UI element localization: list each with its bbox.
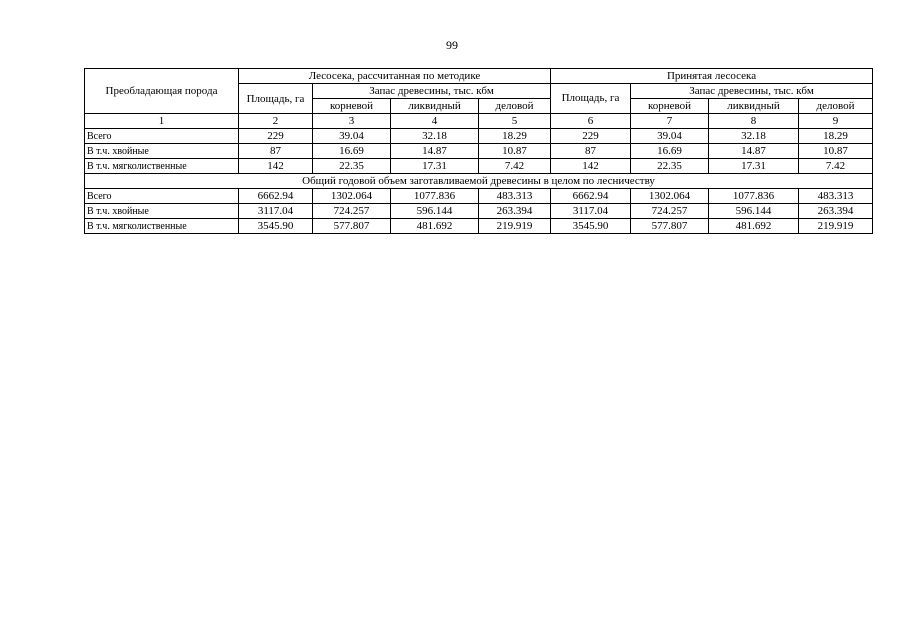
table-cell: 39.04 xyxy=(631,129,709,144)
header-liquid-accepted: ликвидный xyxy=(709,99,799,114)
table-cell: 1077.836 xyxy=(709,189,799,204)
header-area-method: Площадь, га xyxy=(239,84,313,114)
header-business-method: деловой xyxy=(479,99,551,114)
table-row xyxy=(85,129,873,144)
header-row-1 xyxy=(85,69,873,84)
table-row xyxy=(85,204,873,219)
table-cell: 7.42 xyxy=(799,159,873,174)
page-number: 99 xyxy=(446,38,458,52)
column-number: 8 xyxy=(709,114,799,129)
table-cell: 32.18 xyxy=(391,129,479,144)
column-number: 7 xyxy=(631,114,709,129)
table-cell: 6662.94 xyxy=(239,189,313,204)
header-group-method: Лесосека, рассчитанная по методике xyxy=(239,69,551,84)
table-cell: 219.919 xyxy=(479,219,551,234)
header-root-method: корневой xyxy=(313,99,391,114)
table-row xyxy=(85,189,873,204)
table-cell: 596.144 xyxy=(709,204,799,219)
column-number: 2 xyxy=(239,114,313,129)
column-number-row xyxy=(85,114,873,129)
header-breed: Преобладающая порода xyxy=(85,69,239,114)
column-number: 6 xyxy=(551,114,631,129)
table-row xyxy=(85,159,873,174)
row-label: Всего xyxy=(85,189,239,204)
section-title: Общий годовой объем заготавливаемой древесины в целом по лесничеству xyxy=(85,174,873,189)
table-cell: 142 xyxy=(239,159,313,174)
table-cell: 724.257 xyxy=(631,204,709,219)
table-cell: 1077.836 xyxy=(391,189,479,204)
column-number: 9 xyxy=(799,114,873,129)
table-cell: 22.35 xyxy=(631,159,709,174)
table-cell: 263.394 xyxy=(799,204,873,219)
table-row xyxy=(85,219,873,234)
header-stock-accepted: Запас древесины, тыс. кбм xyxy=(631,84,873,99)
table-cell: 16.69 xyxy=(631,144,709,159)
table-cell: 1302.064 xyxy=(313,189,391,204)
table-cell: 87 xyxy=(551,144,631,159)
table-cell: 1302.064 xyxy=(631,189,709,204)
table-cell: 16.69 xyxy=(313,144,391,159)
table-cell: 18.29 xyxy=(479,129,551,144)
table-cell: 3545.90 xyxy=(551,219,631,234)
column-number: 4 xyxy=(391,114,479,129)
table-cell: 577.807 xyxy=(313,219,391,234)
table-cell: 10.87 xyxy=(479,144,551,159)
row-label: В т.ч. хвойные xyxy=(85,204,239,219)
column-number: 5 xyxy=(479,114,551,129)
table-cell: 229 xyxy=(239,129,313,144)
table-cell: 39.04 xyxy=(313,129,391,144)
column-number: 3 xyxy=(313,114,391,129)
table-cell: 229 xyxy=(551,129,631,144)
table-cell: 263.394 xyxy=(479,204,551,219)
header-stock-method: Запас древесины, тыс. кбм xyxy=(313,84,551,99)
table-cell: 3117.04 xyxy=(239,204,313,219)
table-cell: 6662.94 xyxy=(551,189,631,204)
table-cell: 14.87 xyxy=(709,144,799,159)
header-root-accepted: корневой xyxy=(631,99,709,114)
table-cell: 87 xyxy=(239,144,313,159)
table-cell: 483.313 xyxy=(799,189,873,204)
logging-volume-table xyxy=(84,68,873,234)
row-label: В т.ч. мягколиственные xyxy=(85,219,239,234)
column-number: 1 xyxy=(85,114,239,129)
table-cell: 3545.90 xyxy=(239,219,313,234)
table-cell: 22.35 xyxy=(313,159,391,174)
header-business-accepted: деловой xyxy=(799,99,873,114)
row-label: В т.ч. хвойные xyxy=(85,144,239,159)
table-cell: 7.42 xyxy=(479,159,551,174)
table-cell: 724.257 xyxy=(313,204,391,219)
table-cell: 32.18 xyxy=(709,129,799,144)
table-cell: 142 xyxy=(551,159,631,174)
table-cell: 10.87 xyxy=(799,144,873,159)
row-label: Всего xyxy=(85,129,239,144)
table-cell: 17.31 xyxy=(391,159,479,174)
row-label: В т.ч. мягколиственные xyxy=(85,159,239,174)
table-cell: 596.144 xyxy=(391,204,479,219)
table-cell: 14.87 xyxy=(391,144,479,159)
header-liquid-method: ликвидный xyxy=(391,99,479,114)
table-cell: 18.29 xyxy=(799,129,873,144)
table-cell: 481.692 xyxy=(709,219,799,234)
table-cell: 577.807 xyxy=(631,219,709,234)
table-cell: 3117.04 xyxy=(551,204,631,219)
table-cell: 481.692 xyxy=(391,219,479,234)
table-cell: 219.919 xyxy=(799,219,873,234)
table-cell: 17.31 xyxy=(709,159,799,174)
table-cell: 483.313 xyxy=(479,189,551,204)
header-group-accepted: Принятая лесосека xyxy=(551,69,873,84)
header-area-accepted: Площадь, га xyxy=(551,84,631,114)
section-title-row xyxy=(85,174,873,189)
table-row xyxy=(85,144,873,159)
